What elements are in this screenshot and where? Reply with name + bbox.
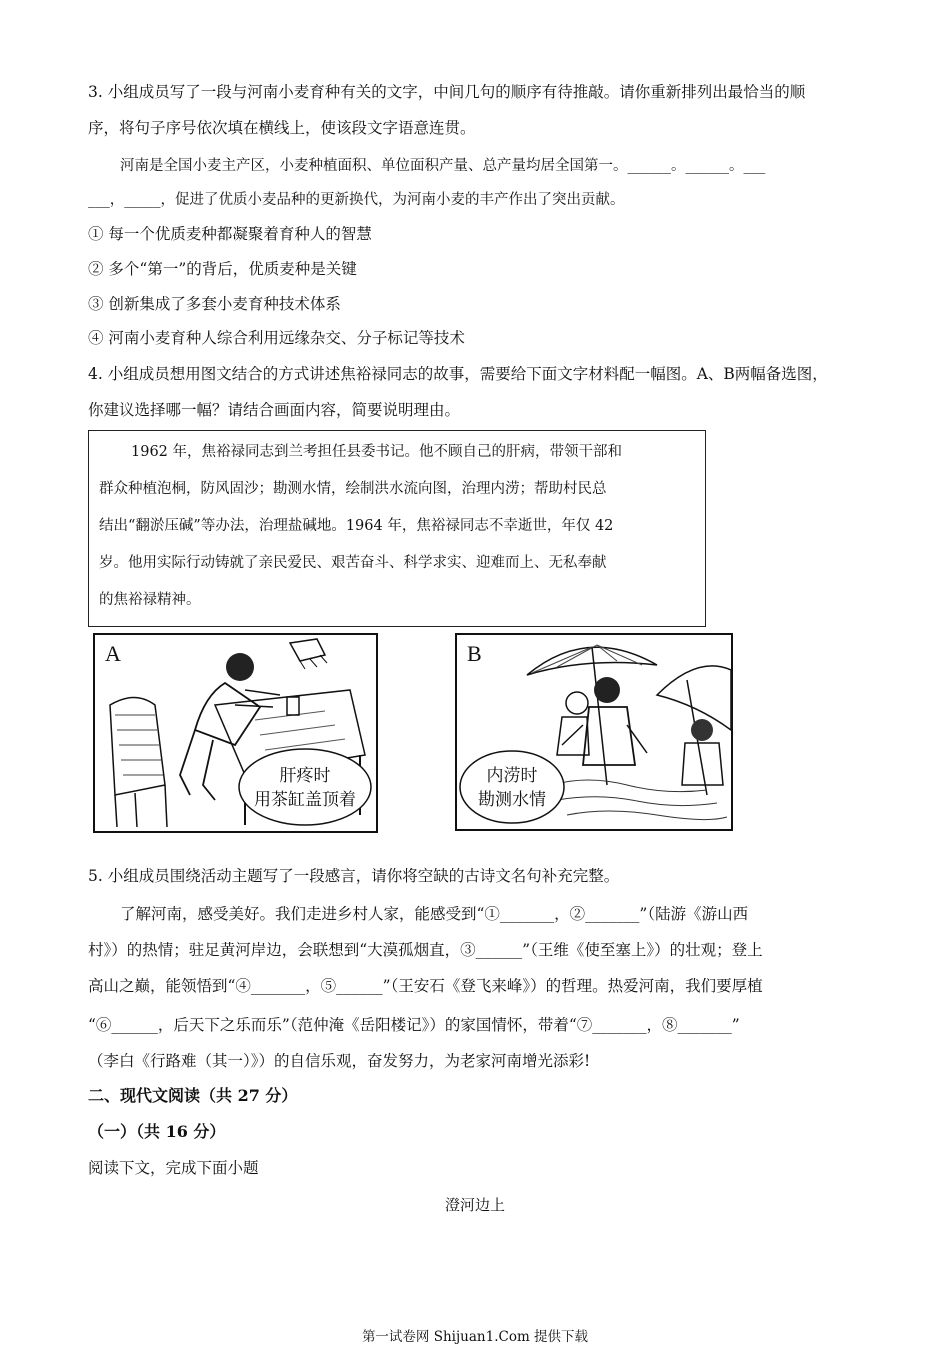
subsection-heading: （一）（共 16 分） (88, 1122, 226, 1141)
q4-line-2: 你建议选择哪一幅？请结合画面内容，简要说明理由。 (88, 401, 461, 419)
picture-a-letter: A (105, 641, 121, 666)
picture-a-illustration (95, 635, 376, 831)
page-footer: 第一试卷网 Shijuan1.Com 提供下载 (361, 1329, 589, 1345)
q5-passage-2: 村》）的热情；驻足黄河岸边，会联想到“大漠孤烟直，③______”（王维《使至塞上》）的壮观；登上 (88, 941, 763, 959)
reading-instruction: 阅读下文，完成下面小题 (88, 1159, 259, 1177)
article-title: 澄河边上 (444, 1196, 505, 1214)
q3-line-1: 3. 小组成员写了一段与河南小麦育种有关的文字，中间几句的顺序有待推敲。请你重新排列出最恰当的顺 (88, 83, 806, 101)
picture-b-caption-1: 内涝时 (486, 766, 538, 786)
picture-a (93, 633, 378, 833)
material-box (88, 430, 706, 627)
picture-b-illustration (457, 635, 731, 829)
q3-passage-1: 河南是全国小麦主产区，小麦种植面积、单位面积产量、总产量均居全国第一。______。______。___ (120, 158, 766, 174)
q4-line-1: 4. 小组成员想用图文结合的方式讲述焦裕禄同志的故事，需要给下面文字材料配一幅图。A、B两幅备选图， (88, 365, 828, 383)
material-line-5: 的焦裕禄精神。 (99, 592, 201, 608)
section-heading: 二、现代文阅读（共 27 分） (88, 1086, 298, 1105)
q3-option-1: ① 每一个优质麦种都凝聚着育种人的智慧 (88, 225, 372, 243)
material-line-3: 结出“翻淤压碱”等办法，治理盐碱地。1964 年，焦裕禄同志不幸逝世，年仅 42 (99, 518, 614, 534)
picture-b-caption-2: 勘测水情 (478, 790, 546, 810)
q3-option-2: ② 多个“第一”的背后，优质麦种是关键 (88, 260, 357, 278)
picture-a-caption-2: 用茶缸盖顶着 (254, 790, 356, 810)
q3-passage-2: ___，_____，促进了优质小麦品种的更新换代，为河南小麦的丰产作出了突出贡献。 (88, 192, 625, 208)
q5-line-1: 5. 小组成员围绕活动主题写了一段感言，请你将空缺的古诗文名句补充完整。 (88, 867, 620, 885)
picture-b-letter: B (467, 641, 482, 666)
picture-b (455, 633, 733, 831)
q3-option-4: ④ 河南小麦育种人综合利用远缘杂交、分子标记等技术 (88, 329, 465, 347)
q5-passage-4: “⑥______，后天下之乐而乐”（范仲淹《岳阳楼记》）的家国情怀，带着“⑦_______，⑧_______” (88, 1016, 740, 1034)
q5-passage-1: 了解河南，感受美好。我们走进乡村人家，能感受到“①_______，②_______”（陆游《游山西 (120, 905, 749, 923)
q5-passage-5: （李白《行路难（其一）》）的自信乐观，奋发努力，为老家河南增光添彩! (88, 1052, 591, 1070)
material-line-1: 1962 年，焦裕禄同志到兰考担任县委书记。他不顾自己的肝病，带领干部和 (131, 444, 623, 460)
q5-passage-3: 高山之巅，能领悟到“④_______，⑤______”（王安石《登飞来峰》）的哲理。热爱河南，我们要厚植 (88, 977, 763, 995)
material-line-2: 群众种植泡桐，防风固沙；勘测水情，绘制洪水流向图，治理内涝；帮助村民总 (99, 481, 607, 497)
q3-option-3: ③ 创新集成了多套小麦育种技术体系 (88, 295, 341, 313)
picture-a-caption-1: 肝疼时 (279, 766, 331, 786)
q3-line-2: 序，将句子序号依次填在横线上，使该段文字语意连贯。 (88, 119, 476, 137)
material-line-4: 岁。他用实际行动铸就了亲民爱民、艰苦奋斗、科学求实、迎难而上、无私奉献 (99, 555, 607, 571)
